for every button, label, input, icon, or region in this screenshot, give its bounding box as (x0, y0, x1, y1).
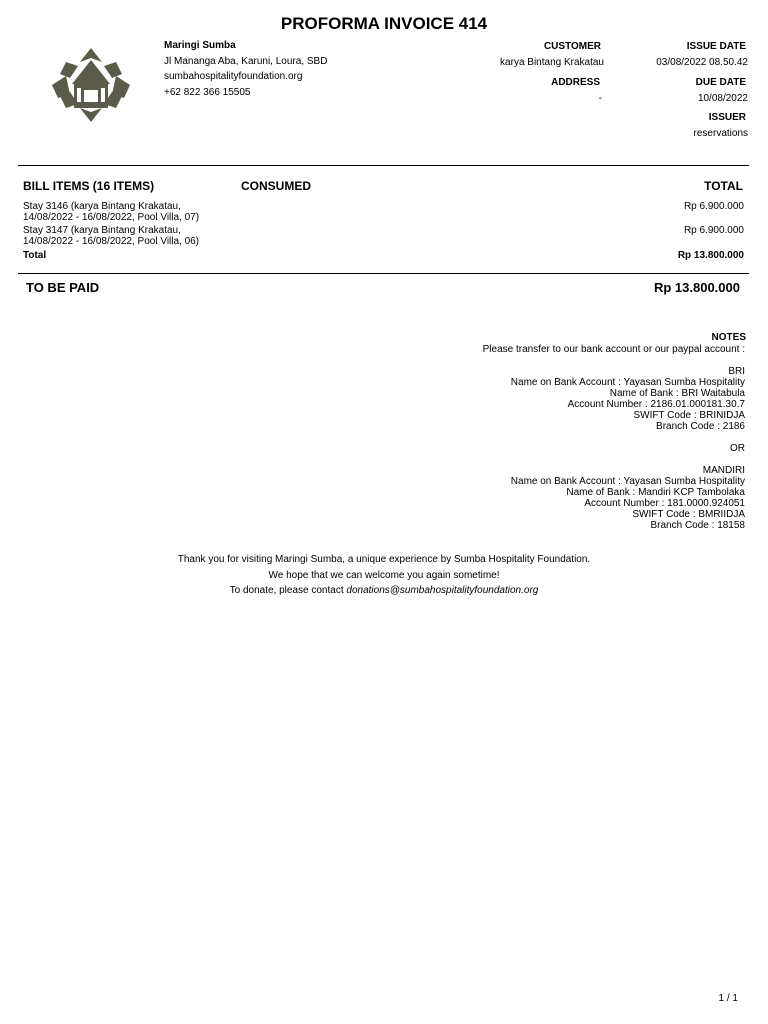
to-be-paid-value: Rp 13.800.000 (653, 280, 740, 295)
due-date-value: 10/08/2022 (697, 93, 748, 104)
donation-email-link[interactable]: donations@sumbahospitalityfoundation.org (346, 585, 539, 596)
company-name: Maringi Sumba (164, 40, 236, 51)
total-value: Rp 13.800.000 (677, 250, 744, 261)
notes-body (483, 344, 745, 531)
divider-bottom (18, 273, 749, 274)
item-description-line1: Stay 3147 (karya Bintang Krakatau, (23, 225, 181, 236)
notes-line: Account Number : 181.0000.924051 (584, 498, 745, 509)
address-value: - (598, 93, 602, 104)
footer-thanks: Thank you for visiting Maringi Sumba, a unique experience by Sumba Hospitality Foundation. (177, 554, 591, 565)
notes-line: Please transfer to our bank account or our paypal account : (482, 344, 745, 355)
notes-line: Name on Bank Account : Yayasan Sumba Hospitality (510, 377, 745, 388)
issuer-label: ISSUER (708, 112, 746, 123)
notes-line: BRI (728, 366, 745, 377)
notes-line: Account Number : 2186.01.000181.30.7 (567, 399, 745, 410)
company-address: Jl Mananga Aba, Karuni, Loura, SBD (164, 56, 328, 67)
address-label: ADDRESS (551, 77, 600, 88)
customer-value: karya Bintang Krakatau (500, 57, 604, 68)
table-row (23, 201, 199, 223)
total-label: Total (23, 250, 47, 261)
divider-top (18, 165, 749, 166)
total-header: TOTAL (704, 179, 743, 193)
item-description-line2: 14/08/2022 - 16/08/2022, Pool Villa, 07) (23, 212, 200, 223)
notes-line: SWIFT Code : BRINIDJA (633, 410, 745, 421)
notes-line: Branch Code : 18158 (650, 520, 745, 531)
consumed-header: CONSUMED (241, 179, 312, 193)
customer-label: CUSTOMER (543, 41, 601, 52)
issue-date-label: ISSUE DATE (686, 41, 746, 52)
due-date-label: DUE DATE (695, 77, 746, 88)
notes-line: SWIFT Code : BMRIIDJA (632, 509, 745, 520)
page-number: 1 / 1 (718, 993, 738, 1004)
notes-line (483, 355, 745, 366)
issuer-value: reservations (693, 128, 748, 139)
notes-line: Name of Bank : Mandiri KCP Tambolaka (566, 487, 745, 498)
bill-items-header: BILL ITEMS (16 ITEMS) (23, 179, 155, 193)
foundation-logo-icon (52, 48, 130, 122)
item-description-line1: Stay 3146 (karya Bintang Krakatau, (23, 201, 181, 212)
item-description-line2: 14/08/2022 - 16/08/2022, Pool Villa, 06) (23, 236, 200, 247)
invoice-title: PROFORMA INVOICE 414 (280, 14, 488, 33)
notes-label: NOTES (711, 332, 746, 343)
item-amount: Rp 6.900.000 (683, 225, 744, 236)
company-website[interactable]: sumbahospitalityfoundation.org (164, 71, 303, 82)
company-phone: +62 822 366 15505 (164, 87, 251, 98)
notes-line: Name on Bank Account : Yayasan Sumba Hospitality (510, 476, 745, 487)
footer-welcome: We hope that we can welcome you again sometime! (268, 570, 500, 581)
notes-line: OR (730, 443, 745, 454)
notes-line: Branch Code : 2186 (656, 421, 745, 432)
footer-donate-prefix: To donate, please contact (229, 585, 347, 596)
to-be-paid-label: TO BE PAID (26, 280, 100, 295)
notes-line: MANDIRI (702, 465, 745, 476)
item-amount: Rp 6.900.000 (683, 201, 744, 212)
issue-date-value: 03/08/2022 08.50.42 (656, 57, 748, 68)
notes-line (483, 454, 745, 465)
notes-line (483, 432, 745, 443)
table-row (23, 225, 199, 247)
footer-donate (0, 585, 768, 596)
notes-line: Name of Bank : BRI Waitabula (609, 388, 745, 399)
